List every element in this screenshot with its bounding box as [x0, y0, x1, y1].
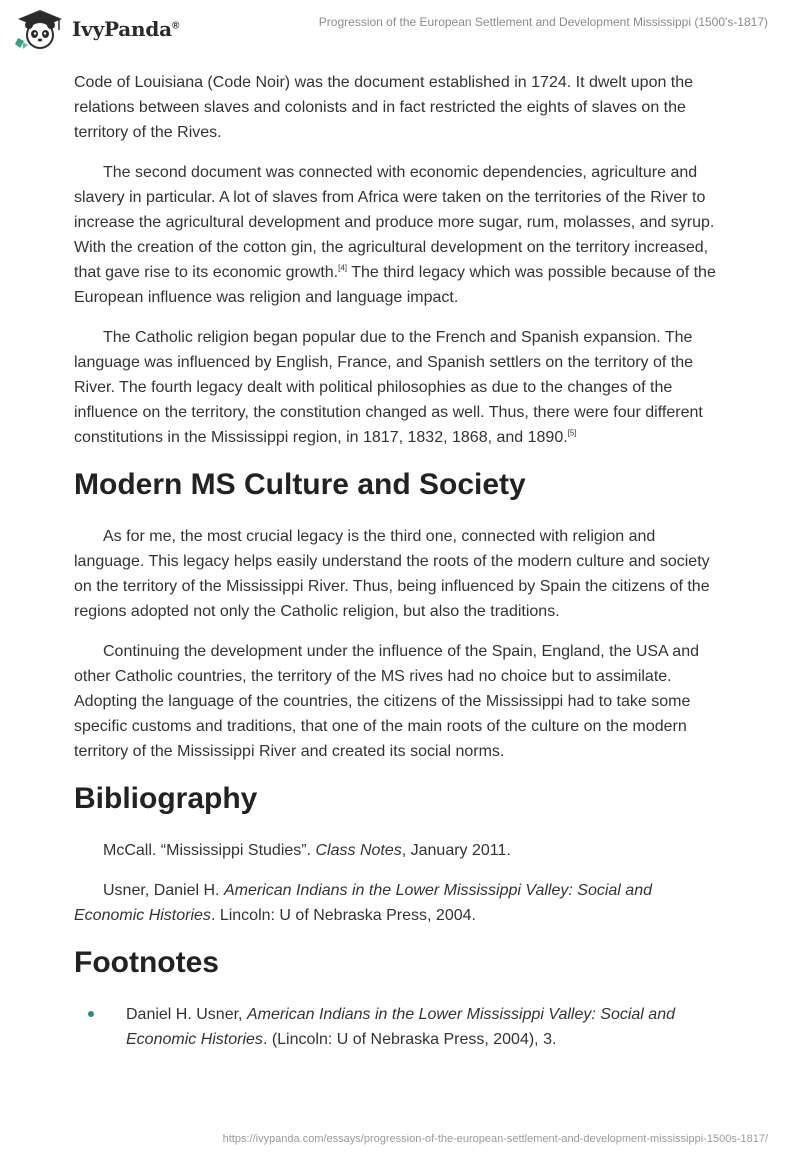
footnotes-list	[74, 1002, 724, 1052]
footnote-item	[74, 1002, 724, 1052]
page-header	[0, 0, 800, 60]
paragraph: Continuing the development under the influence of the Spain, England, the USA and other Catholic countries, the territory of the MS rives had no choice but to assimilate. Adopting the language of the countries, the citizens of the Mississippi had to take some specific customs and traditions, that one of the main roots of the culture on the modern territory of the Mississippi River and created its social norms.	[74, 643, 699, 760]
essay-content	[74, 70, 724, 1052]
paragraph-text: The second document was connected with economic dependencies, agriculture and slavery in particular. A lot of slaves from Africa were taken on the territories of the River to increase the agricultural development and produce more sugar, rum, molasses, and syrup. With the creation of the cotton gin, the agricultural development on the territory increased, that gave rise to its economic growth.	[74, 164, 715, 281]
footnote-text: Daniel H. Usner,	[126, 1006, 247, 1023]
logo-name: IvyPanda	[72, 17, 172, 41]
paragraph: As for me, the most crucial legacy is the third one, connected with religion and language. This legacy helps easily understand the roots of the modern culture and society on the territory of the Mississippi River. Thus, being influenced by Spain the citizens of the regions adopted not only the Catholic religion, but also the traditions.	[74, 528, 710, 620]
section-heading-bibliography: Bibliography	[74, 782, 258, 815]
logo[interactable]	[14, 8, 179, 50]
section-heading-footnotes: Footnotes	[74, 946, 219, 979]
bullet-icon	[88, 1011, 94, 1017]
paragraph-text: The third legacy which was possible because of the European influence was religion and language impact.	[74, 264, 716, 306]
paragraph	[74, 160, 724, 310]
paragraph-text: The Catholic religion began popular due to the French and Spanish expansion. The language was influenced by English, France, and Spanish settlers on the territory of the River. The fourth legacy dealt with political philosophies as due to the changes of the influence on the territory, the constitution changed as well. Thus, there were four different constitutions in the Mississippi region, in 1817, 1832, 1868, and 1890.	[74, 329, 703, 446]
paragraph	[74, 325, 724, 450]
footnote-ref-5[interactable]: [5]	[567, 428, 577, 438]
registered-mark: ®	[171, 20, 180, 32]
entry-text: . Lincoln: U of Nebraska Press, 2004.	[210, 907, 476, 924]
entry-title: American Indians in the Lower Mississippi Valley: Social and Economic Histories	[74, 882, 652, 924]
footnote-text: . (Lincoln: U of Nebraska Press, 2004), 3.	[262, 1031, 557, 1048]
entry-title: Class Notes	[315, 842, 402, 859]
panda-graduate-icon	[14, 8, 66, 50]
section-heading-culture: Modern MS Culture and Society	[74, 468, 526, 501]
document-title: Progression of the European Settlement and Development Mississippi (1500's-1817)	[318, 15, 768, 29]
bibliography-entry	[74, 878, 724, 928]
entry-text: , January 2011.	[401, 842, 511, 859]
paragraph: Code of Louisiana (Code Noir) was the document established in 1724. It dwelt upon the relations between slaves and colonists and in fact restricted the eights of slaves on the territory of the Rives.	[74, 74, 694, 141]
footnote-title: American Indians in the Lower Mississippi Valley: Social and Economic Histories	[126, 1006, 675, 1048]
entry-text: Usner, Daniel H.	[103, 882, 224, 899]
bibliography-entry	[74, 838, 724, 863]
logo-text	[72, 17, 179, 41]
source-url[interactable]: https://ivypanda.com/essays/progression-of-the-european-settlement-and-development-mississippi-1500s-1817/	[222, 1133, 768, 1145]
footnote-ref-4[interactable]: [4]	[338, 263, 348, 273]
entry-text: McCall. “Mississippi Studies”.	[103, 842, 316, 859]
